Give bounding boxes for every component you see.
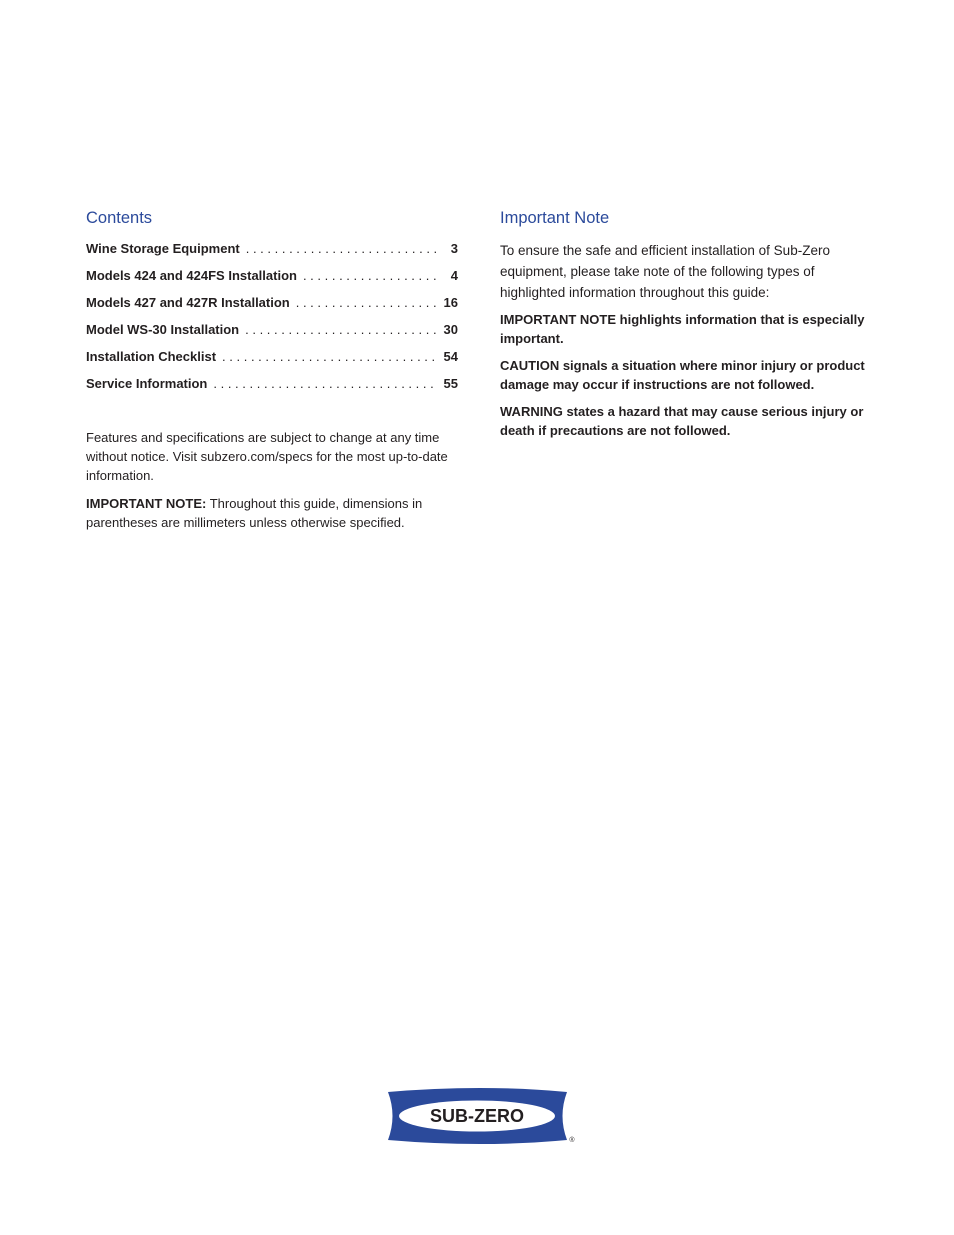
toc-item-page: 4 xyxy=(450,268,458,283)
dimensions-note-text: Throughout this guide, dimensions in parentheses are millimeters unless otherwise specified. xyxy=(86,496,423,530)
toc-item[interactable] xyxy=(86,294,458,321)
toc-item[interactable] xyxy=(86,240,458,267)
toc-leader-dots xyxy=(296,294,438,312)
toc-item-title: Installation Checklist xyxy=(86,349,217,364)
toc-item-title: Service Information xyxy=(86,376,208,391)
contents-heading: Contents xyxy=(86,209,153,227)
toc-item-page: 16 xyxy=(443,295,458,310)
toc-item[interactable] xyxy=(86,348,458,375)
important-note-column xyxy=(500,207,874,448)
contents-notes xyxy=(86,428,458,532)
toc-leader-dots xyxy=(213,375,437,393)
toc-item-title: Models 424 and 424FS Installation xyxy=(86,268,297,283)
toc-item-title: Wine Storage Equipment xyxy=(86,241,240,256)
toc-item[interactable] xyxy=(86,375,458,402)
important-note-intro: To ensure the safe and efficient installation of Sub-Zero equipment, please take note of the following types of highlighted information throughout this guide: xyxy=(500,243,830,300)
important-note-list xyxy=(500,310,874,440)
registered-mark: ® xyxy=(569,1137,575,1144)
dimensions-note-label: IMPORTANT NOTE: xyxy=(86,496,207,511)
toc-item[interactable] xyxy=(86,267,458,294)
important-note-item: IMPORTANT NOTE highlights information that is especially important. xyxy=(500,312,865,346)
contents-list xyxy=(86,240,458,402)
sub-zero-logo-graphic xyxy=(386,1086,578,1146)
features-note: Features and specifications are subject to change at any time without notice. Visit subzero.com/specs for the most up-to-date information. xyxy=(86,430,448,483)
toc-leader-dots xyxy=(222,348,437,366)
logo-text: SUB-ZERO xyxy=(430,1106,524,1126)
toc-leader-dots xyxy=(303,267,438,285)
warning-note-item: WARNING states a hazard that may cause serious injury or death if precautions are not followed. xyxy=(500,404,864,438)
toc-item-page: 54 xyxy=(443,349,458,364)
caution-note-item: CAUTION signals a situation where minor injury or product damage may occur if instructions are not followed. xyxy=(500,358,865,392)
toc-item[interactable] xyxy=(86,321,458,348)
toc-leader-dots xyxy=(245,321,437,339)
toc-item-title: Model WS-30 Installation xyxy=(86,322,240,337)
toc-item-title: Models 427 and 427R Installation xyxy=(86,295,290,310)
contents-column xyxy=(86,207,458,541)
toc-item-page: 3 xyxy=(450,241,458,256)
important-note-heading: Important Note xyxy=(500,209,610,227)
sub-zero-logo xyxy=(386,1086,578,1146)
toc-leader-dots xyxy=(246,240,438,258)
toc-item-page: 55 xyxy=(443,376,458,391)
toc-item-page: 30 xyxy=(443,322,458,337)
dimensions-note xyxy=(86,494,458,532)
